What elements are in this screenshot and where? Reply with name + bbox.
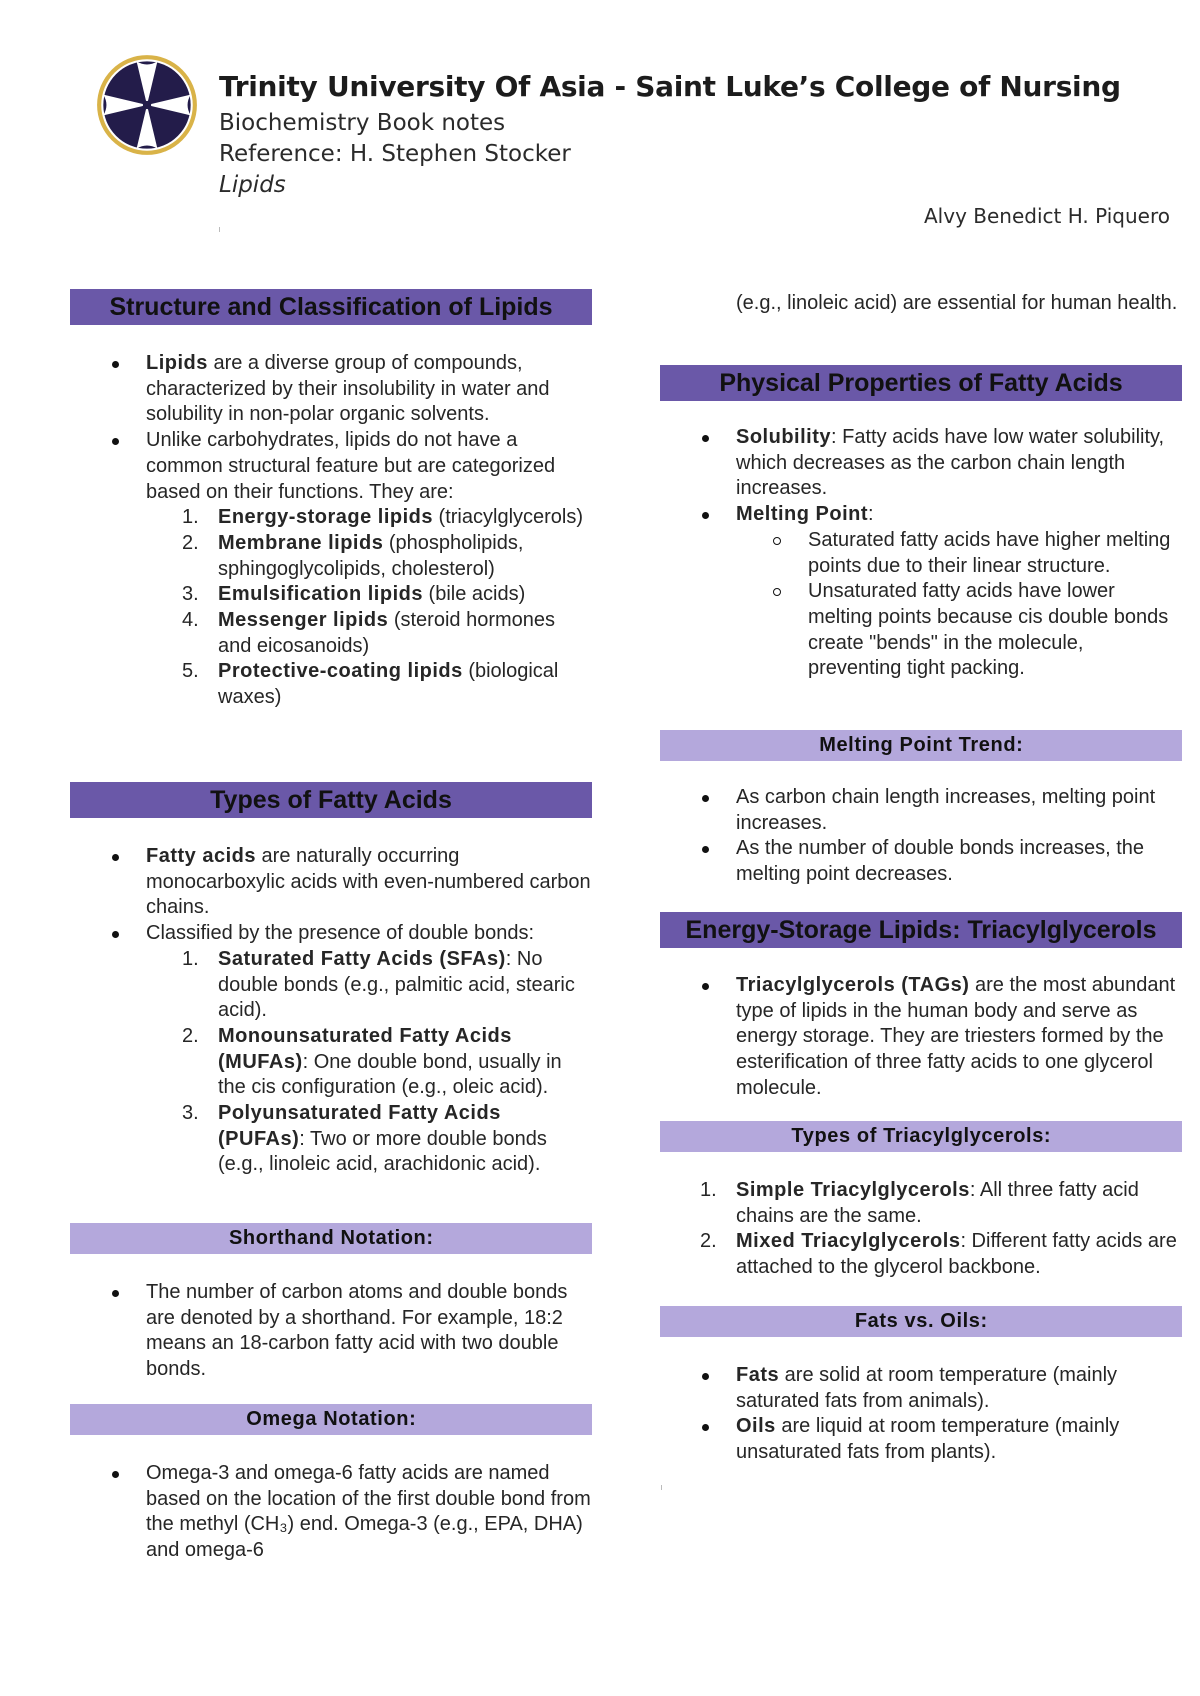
topic-title: Lipids	[219, 172, 286, 198]
item-term: Protective-coating lipids	[218, 660, 463, 683]
list-item	[660, 1414, 1182, 1465]
list-item	[70, 608, 592, 659]
item-text: Omega-3 and omega-6 fatty acids are named based on the location of the first double bond from the methyl (CH₃) end. Omega-3 (e.g., EPA, DHA) and omega-6	[146, 1462, 591, 1562]
author-name: Alvy Benedict H. Piquero	[924, 204, 1170, 228]
physical-content	[660, 425, 1182, 682]
list-item	[70, 947, 592, 1024]
list-item	[660, 502, 1182, 528]
item-term: Saturated Fatty Acids (SFAs)	[218, 947, 506, 970]
subheading-text: Omega Notation	[246, 1408, 410, 1430]
types-content	[70, 844, 592, 1178]
subheading-colon: :	[1016, 734, 1023, 756]
list-item	[660, 425, 1182, 502]
item-number: 2.	[700, 1230, 717, 1253]
list-item	[660, 1178, 1182, 1229]
structure-content	[70, 351, 592, 711]
item-term: Emulsification lipids	[218, 583, 423, 606]
item-term: Polyunsaturated Fatty Acids (PUFAs)	[218, 1102, 501, 1150]
list-item	[70, 428, 592, 505]
term-fats: Fats	[736, 1364, 780, 1386]
university-logo	[95, 53, 199, 157]
shorthand-content	[70, 1280, 592, 1383]
energy-content	[660, 973, 1182, 1102]
trend-content	[660, 785, 1182, 888]
item-text: As carbon chain length increases, melting point increases.	[736, 786, 1156, 834]
item-text: Classified by the presence of double bonds:	[146, 922, 535, 945]
subheading-text: Shorthand Notation	[228, 1227, 427, 1249]
item-text: : Different fatty acids are attached to the glycerol backbone.	[736, 1230, 1177, 1279]
document-subtitle: Biochemistry Book notes	[219, 110, 506, 136]
subheading-colon: :	[980, 1310, 988, 1332]
item-text: The number of carbon atoms and double bonds are denoted by a shorthand. For example, 18:2 means an 18-carbon fatty acid with two double bonds.	[146, 1281, 568, 1381]
subheading-text: Types of Triacylglycerols	[791, 1125, 1044, 1147]
item-number: 2.	[182, 531, 199, 554]
item-term: Monounsaturated Fatty Acids (MUFAs)	[218, 1024, 512, 1073]
list-item	[70, 844, 592, 921]
list-item	[660, 1229, 1182, 1280]
item-text: : Fatty acids have low water solubility, which decreases as the carbon chain length increases.	[736, 426, 1165, 500]
item-text: Unsaturated fatty acids have lower melting points because cis double bonds create "bends" in the molecule, preventing tight packing.	[808, 580, 1169, 680]
list-item	[70, 659, 592, 710]
term-tags: Triacylglycerols (TAGs)	[736, 974, 970, 996]
item-text: : One double bond, usually in the cis configuration (e.g., oleic acid).	[218, 1050, 562, 1099]
list-item	[660, 973, 1182, 1102]
item-number: 2.	[182, 1024, 199, 1047]
item-text: are a diverse group of compounds, characterized by their insolubility in water and solubility in non-polar organic solvents.	[146, 352, 550, 426]
term-fatty-acids: Fatty acids	[146, 845, 256, 867]
subheading-colon: :	[1043, 1125, 1051, 1147]
term-oils: Oils	[736, 1415, 776, 1438]
item-number: 4.	[182, 609, 199, 632]
item-number: 3.	[182, 583, 199, 606]
subheading-melting-trend	[660, 730, 1182, 761]
subheading-text: Melting Point Trend	[819, 734, 1017, 756]
term-solubility: Solubility	[736, 426, 831, 448]
item-term: Mixed Triacylglycerols	[736, 1230, 961, 1253]
item-text: are the most abundant type of lipids in the human body and serve as energy storage. They are triesters formed by the esterification of three fatty acids to one glycerol molecule.	[736, 974, 1176, 1099]
subheading-fats-oils	[660, 1306, 1182, 1337]
column-marker	[661, 1485, 662, 1490]
item-text: : Two or more double bonds (e.g., linoleic acid, arachidonic acid).	[218, 1127, 547, 1176]
section-heading-energy: Energy-Storage Lipids: Triacylglycerols	[660, 912, 1182, 948]
item-text: As the number of double bonds increases, the melting point decreases.	[736, 837, 1145, 886]
tag-types-content	[660, 1178, 1182, 1281]
item-number: 1.	[182, 947, 199, 970]
list-item	[660, 579, 1182, 682]
list-item	[70, 1024, 592, 1101]
item-text: Saturated fatty acids have higher melting points due to their linear structure.	[808, 528, 1171, 577]
omega-content	[70, 1461, 592, 1564]
list-item	[70, 921, 592, 947]
list-item	[660, 836, 1182, 887]
reference-line: Reference: H. Stephen Stocker	[219, 141, 571, 167]
item-text: (phospholipids, sphingoglycolipids, cholesterol)	[218, 531, 524, 580]
term-melting-point: Melting Point	[736, 503, 869, 526]
subheading-colon: :	[426, 1227, 434, 1249]
subheading-omega	[70, 1404, 592, 1435]
subheading-colon: :	[409, 1408, 416, 1430]
list-item	[70, 582, 592, 608]
item-text: are solid at room temperature (mainly saturated fats from animals).	[736, 1364, 1118, 1412]
institution-title: Trinity University Of Asia - Saint Luke’s College of Nursing	[219, 70, 1121, 103]
section-heading-structure: Structure and Classification of Lipids	[70, 289, 592, 325]
item-term: Messenger lipids	[218, 609, 389, 632]
list-item	[70, 1461, 592, 1564]
item-term: Simple Triacylglycerols	[736, 1179, 970, 1201]
list-item	[660, 528, 1182, 579]
item-number: 1.	[700, 1179, 717, 1201]
subheading-text: Fats vs. Oils	[854, 1310, 981, 1332]
section-heading-physical: Physical Properties of Fatty Acids	[660, 365, 1182, 401]
item-number: 3.	[182, 1102, 199, 1125]
item-text: : All three fatty acid chains are the same.	[736, 1179, 1139, 1227]
subheading-shorthand	[70, 1223, 592, 1254]
item-text: (steroid hormones and eicosanoids)	[218, 609, 556, 657]
list-item	[70, 505, 592, 531]
list-item	[70, 1101, 592, 1178]
item-text: are liquid at room temperature (mainly unsaturated fats from plants).	[736, 1415, 1120, 1464]
item-text: are naturally occurring monocarboxylic acids with even-numbered carbon chains.	[146, 845, 591, 919]
list-item	[660, 1363, 1182, 1414]
item-text: (triacylglycerols)	[433, 506, 584, 529]
section-heading-types: Types of Fatty Acids	[70, 782, 592, 818]
continued-text: (e.g., linoleic acid) are essential for human health.	[736, 292, 1178, 314]
term-lipids: Lipids	[146, 352, 208, 374]
column-marker	[219, 227, 220, 232]
item-text: (biological waxes)	[218, 660, 559, 709]
item-number: 1.	[182, 506, 199, 529]
item-text: :	[868, 503, 874, 526]
item-number: 5.	[182, 660, 199, 683]
subheading-tag-types	[660, 1121, 1182, 1152]
item-text: : No double bonds (e.g., palmitic acid, stearic acid).	[218, 947, 575, 1022]
item-text: (bile acids)	[422, 583, 526, 606]
list-item	[660, 785, 1182, 836]
item-term: Membrane lipids	[218, 531, 384, 554]
item-text: Unlike carbohydrates, lipids do not have a common structural feature but are categorized based on their functions. They are:	[146, 429, 556, 503]
item-term: Energy-storage lipids	[218, 506, 433, 529]
list-item	[70, 1280, 592, 1383]
list-item	[70, 351, 592, 428]
fats-oils-content	[660, 1363, 1182, 1466]
list-item	[70, 531, 592, 582]
